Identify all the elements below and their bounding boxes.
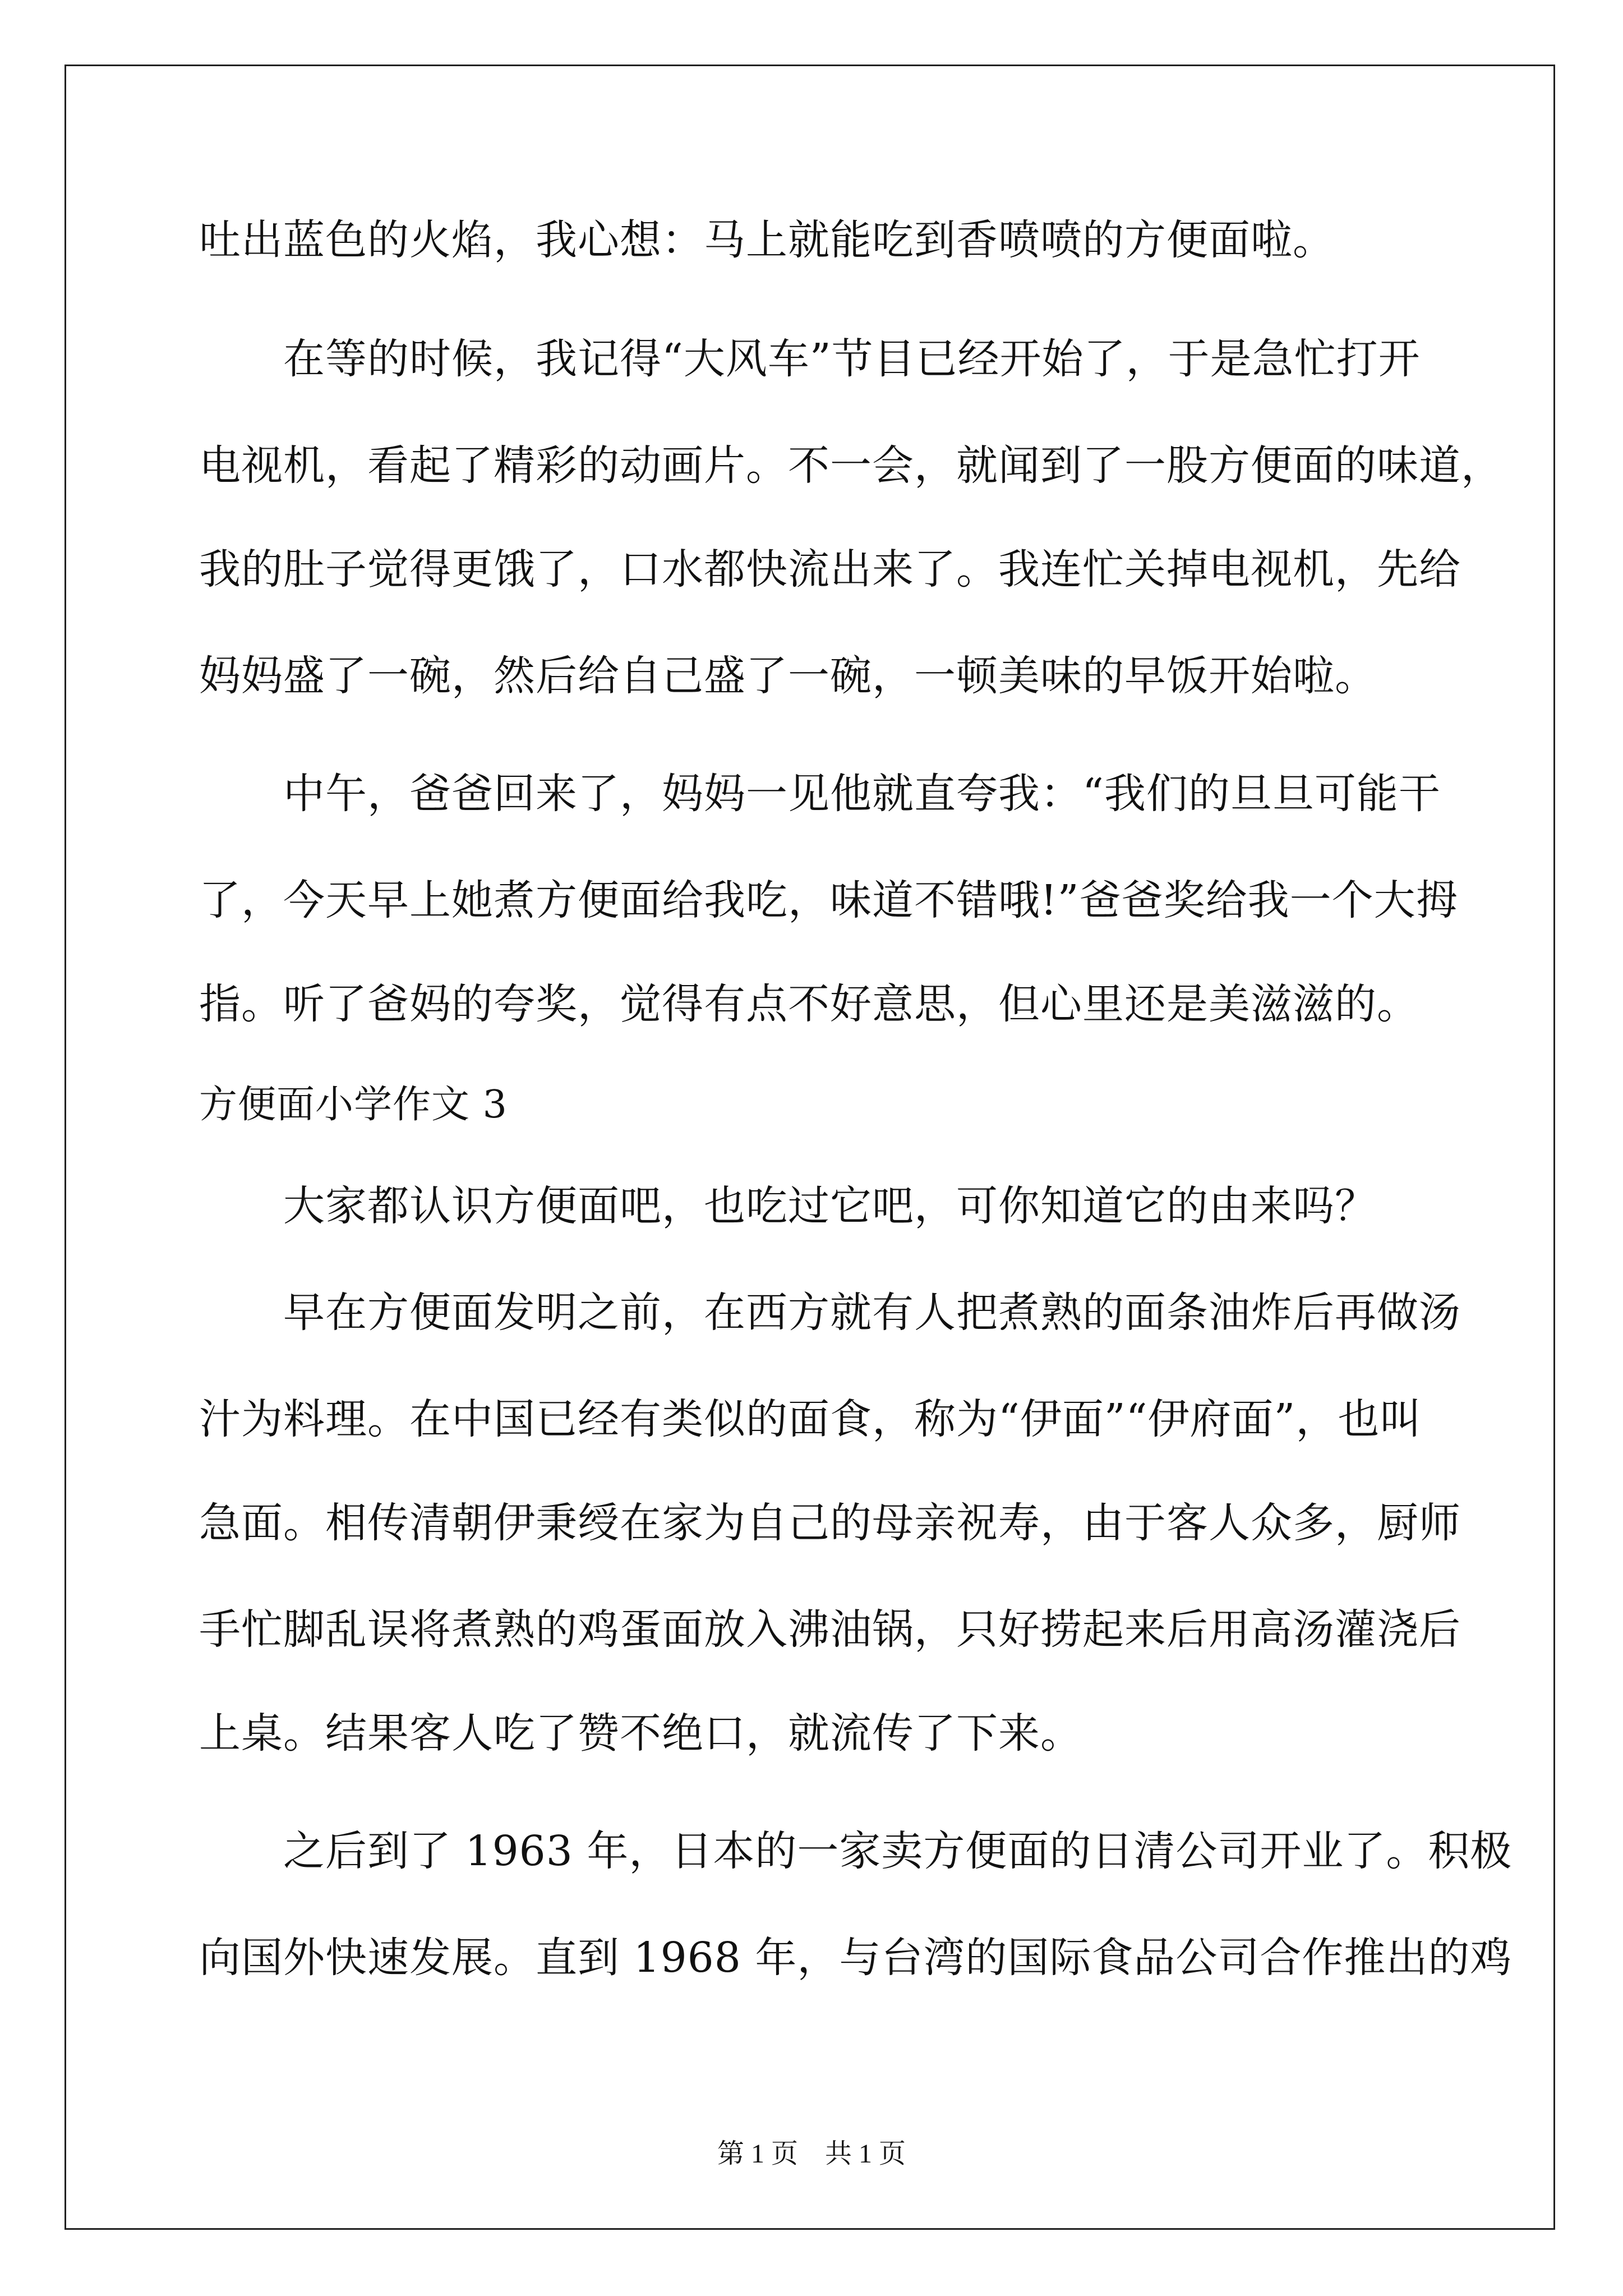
text-line: 早在方便面发明之前，在西方就有人把煮熟的面条油炸后再做汤	[199, 1289, 1461, 1337]
page-number: 第 1 页	[717, 2139, 798, 2169]
text-line: 了，今天早上她煮方便面给我吃，味道不错哦!”爸爸奖给我一个大拇	[199, 876, 1458, 924]
text-line: 汁为料理。在中国已经有类似的面食，称为“伊面”“伊府面”，也叫	[199, 1395, 1422, 1443]
page-border	[64, 65, 1555, 2230]
text-line: 我的肚子觉得更饿了，口水都快流出来了。我连忙关掉电视机，先给	[199, 545, 1461, 593]
text-line: 急面。相传清朝伊秉绶在家为自己的母亲祝寿，由于客人众多，厨师	[199, 1499, 1461, 1547]
text-line: 指。听了爸妈的夸奖，觉得有点不好意思，但心里还是美滋滋的。	[199, 980, 1419, 1028]
text-line: 大家都认识方便面吧，也吃过它吧，可你知道它的由来吗？	[199, 1182, 1377, 1230]
text-line: 妈妈盛了一碗，然后给自己盛了一碗，一顿美味的早饭开始啦。	[199, 652, 1377, 700]
text-line: 电视机，看起了精彩的动画片。不一会，就闻到了一股方便面的味道，	[199, 441, 1503, 490]
text-line: 向国外快速发展。直到 1968 年，与台湾的国际食品公司合作推出的鸡	[199, 1934, 1513, 1982]
text-line: 在等的时候，我记得“大风车”节目已经开始了，于是急忙打开	[199, 335, 1421, 383]
text-line: 中午，爸爸回来了，妈妈一见他就直夸我：“我们的旦旦可能干	[199, 770, 1441, 818]
page-footer	[0, 2132, 1623, 2170]
text-line: 手忙脚乱误将煮熟的鸡蛋面放入沸油锅，只好捞起来后用高汤灌浇后	[199, 1605, 1461, 1654]
text-line: 上桌。结果客人吃了赞不绝口，就流传了下来。	[199, 1709, 1082, 1757]
text-line: 吐出蓝色的火焰，我心想：马上就能吃到香喷喷的方便面啦。	[199, 216, 1335, 264]
page-total: 共 1 页	[825, 2139, 906, 2169]
section-heading: 方便面小学作文 3	[199, 1083, 508, 1127]
text-line: 之后到了 1963 年，日本的一家卖方便面的日清公司开业了。积极	[199, 1827, 1513, 1875]
